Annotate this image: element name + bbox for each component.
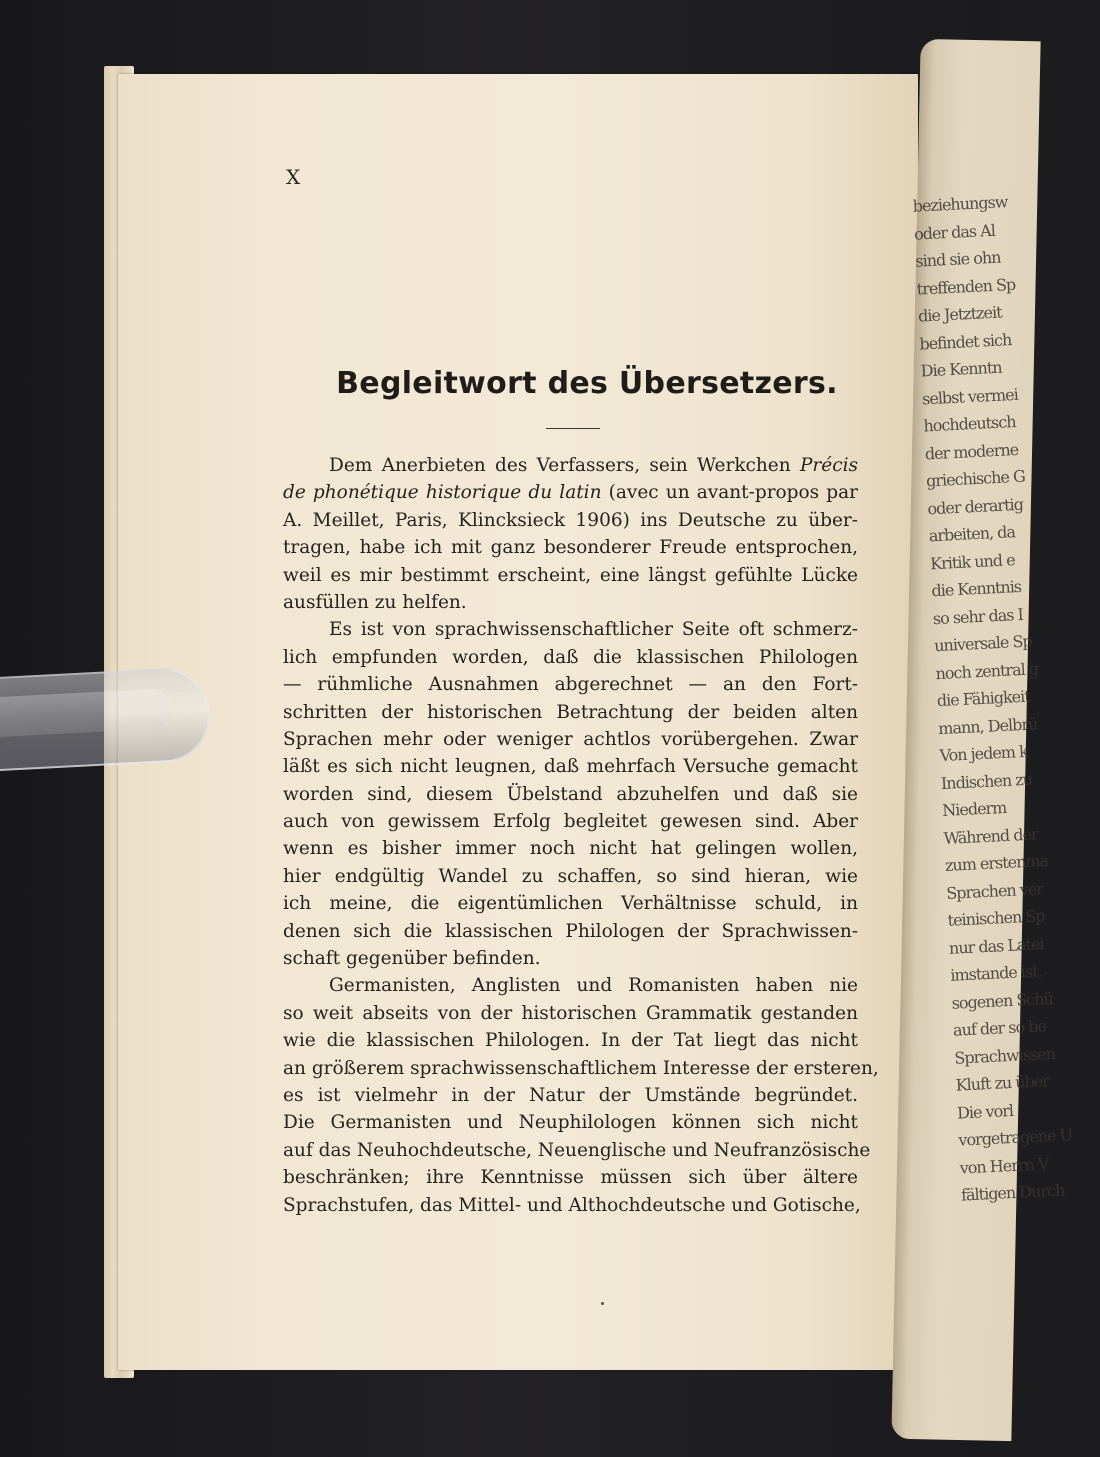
text-line: Es ist von sprachwissenschaftlicher Seite oft schmerz- [329,619,858,641]
text-line [283,589,858,616]
facing-page-line: oder das Al [913,220,996,244]
facing-page-line: zum erstenma [944,850,1049,875]
facing-page-line: mann, Delbrü [937,713,1038,738]
facing-page-line: oder derartig [927,494,1024,518]
facing-page-line: Die Kenntn [920,357,1002,381]
text-line: lich empfunden worden, daß die klassischen Philologen [283,646,858,668]
text-line: worden sind, diesem Übelstand abzuhelfen und daß sie [283,783,858,805]
facing-page-line: Während der [943,823,1038,848]
text-line [283,452,858,479]
facing-page-line: die Jetztzeit [917,302,1002,326]
facing-page-line: der moderne [924,439,1019,463]
facing-page-line: arbeiten, da [928,522,1016,546]
facing-page-line: Sprachwissen [953,1043,1056,1068]
facing-page-line: teinischen Sp [947,906,1045,930]
body-text [283,452,879,1219]
text-line: Sprachen mehr oder weniger achtlos vorübergehen. Zwar [283,728,858,750]
text-line: Sprachstufen, das Mittel- und Althochdeutsche und Gotische, [283,1194,861,1216]
text-line: schaft gegenüber befinden. [283,948,541,970]
text-line: wie die klassischen Philologen. In der Tat liegt das nicht [283,1030,858,1052]
facing-page-line: auf der so be [952,1016,1047,1040]
text-run-italic: Précis [799,455,858,476]
text-run: (avec un avant-propos par [601,482,859,504]
text-line [283,534,858,561]
chapter-heading: Begleitwort des Übersetzers. [336,366,838,401]
facing-page-line: Indischen zu [940,769,1033,793]
facing-page-line: nur das Latei [948,933,1044,958]
text-run-italic: de phonétique historique du latin [283,482,602,504]
facing-page-text [912,189,1073,1209]
page-clip-highlight [0,688,173,738]
text-line: Germanisten, Anglisten und Romanisten haben nie [329,975,858,997]
text-line: wenn es bisher immer noch nicht hat gelingen wollen, [283,838,858,860]
facing-page-line: von Herrn V [959,1153,1049,1178]
text-line: ich meine, die eigentümlichen Verhältnisse schuld, in [283,893,858,915]
text-line [283,507,858,534]
facing-page-line: Sprachen ver [945,878,1044,903]
text-run: weil es mir bestimmt erscheint, eine längst gefühlte Lücke [283,564,858,586]
facing-page-line: die Kenntnis [931,576,1022,601]
facing-page-line: hochdeutsch [922,412,1016,436]
text-line: hier endgültig Wandel zu schaffen, so sind hieran, wie [283,865,858,887]
text-line: es ist vielmehr in der Natur der Umstände begründet. [283,1084,858,1106]
text-line [283,479,858,506]
facing-page-line: beziehungsw [912,192,1008,216]
facing-page-line: griechische G [925,466,1026,491]
facing-page-line: Niederm [941,797,1007,821]
facing-page-line: Kluft zu über [955,1071,1050,1095]
heading-rule [546,428,600,429]
facing-page-line: befindet sich [918,329,1012,354]
facing-page-line: Kritik und e [929,549,1015,573]
facing-page-line: Die vorl [956,1100,1014,1123]
facing-page-line: noch zentral g [935,658,1039,683]
page-number: X [286,165,301,189]
page-clip [0,666,212,772]
text-line: so weit abseits von der historischen Grammatik gestanden [283,1002,858,1024]
facing-page-line: treffenden Sp [916,274,1016,299]
facing-page-line: universale Sp [933,631,1033,656]
text-line: — rühmliche Ausnahmen abgerechnet — an den Fort- [283,674,858,696]
facing-page-line: imstande ist, [949,961,1043,985]
paper-speck [601,1302,604,1305]
text-run: A. Meillet, Paris, Klincksieck 1906) ins Deutsche zu über- [283,509,858,531]
text-run: ausfüllen zu helfen. [283,591,467,613]
text-line [283,562,858,589]
text-line: Die Germanisten und Neuphilologen können sich nicht [283,1112,858,1134]
facing-page-line: Von jedem k [939,741,1029,766]
facing-page-line: fältigen Durch [960,1180,1065,1205]
facing-page-line: die Fähigkeit [936,686,1031,711]
text-run: Dem Anerbieten des Verfassers, sein Werkchen [329,455,800,476]
facing-page-line: so sehr das I [932,604,1024,628]
text-line: denen sich die klassischen Philologen der Sprachwissen- [283,920,858,942]
text-line: an größerem sprachwissenschaftlichem Interesse der ersteren, [283,1057,879,1079]
text-line: auf das Neuhochdeutsche, Neuenglische und Neufranzösische [283,1139,871,1161]
facing-page-line: sogenen Schü [951,988,1054,1013]
facing-page-line: selbst vermei [921,384,1019,409]
text-line: beschränken; ihre Kenntnisse müssen sich über ältere [283,1167,858,1189]
facing-page-line: vorgetragene U [957,1125,1073,1150]
text-line: schritten der historischen Betrachtung der beiden alten [283,701,858,723]
text-run: tragen, habe ich mit ganz besonderer Freude entsprochen, [283,537,858,559]
facing-page-line: sind sie ohn [914,247,1001,271]
text-line: auch von gewissem Erfolg begleitet gewesen sind. Aber [283,811,858,833]
text-line: läßt es sich nicht leugnen, daß mehrfach Versuche gemacht [283,756,858,778]
